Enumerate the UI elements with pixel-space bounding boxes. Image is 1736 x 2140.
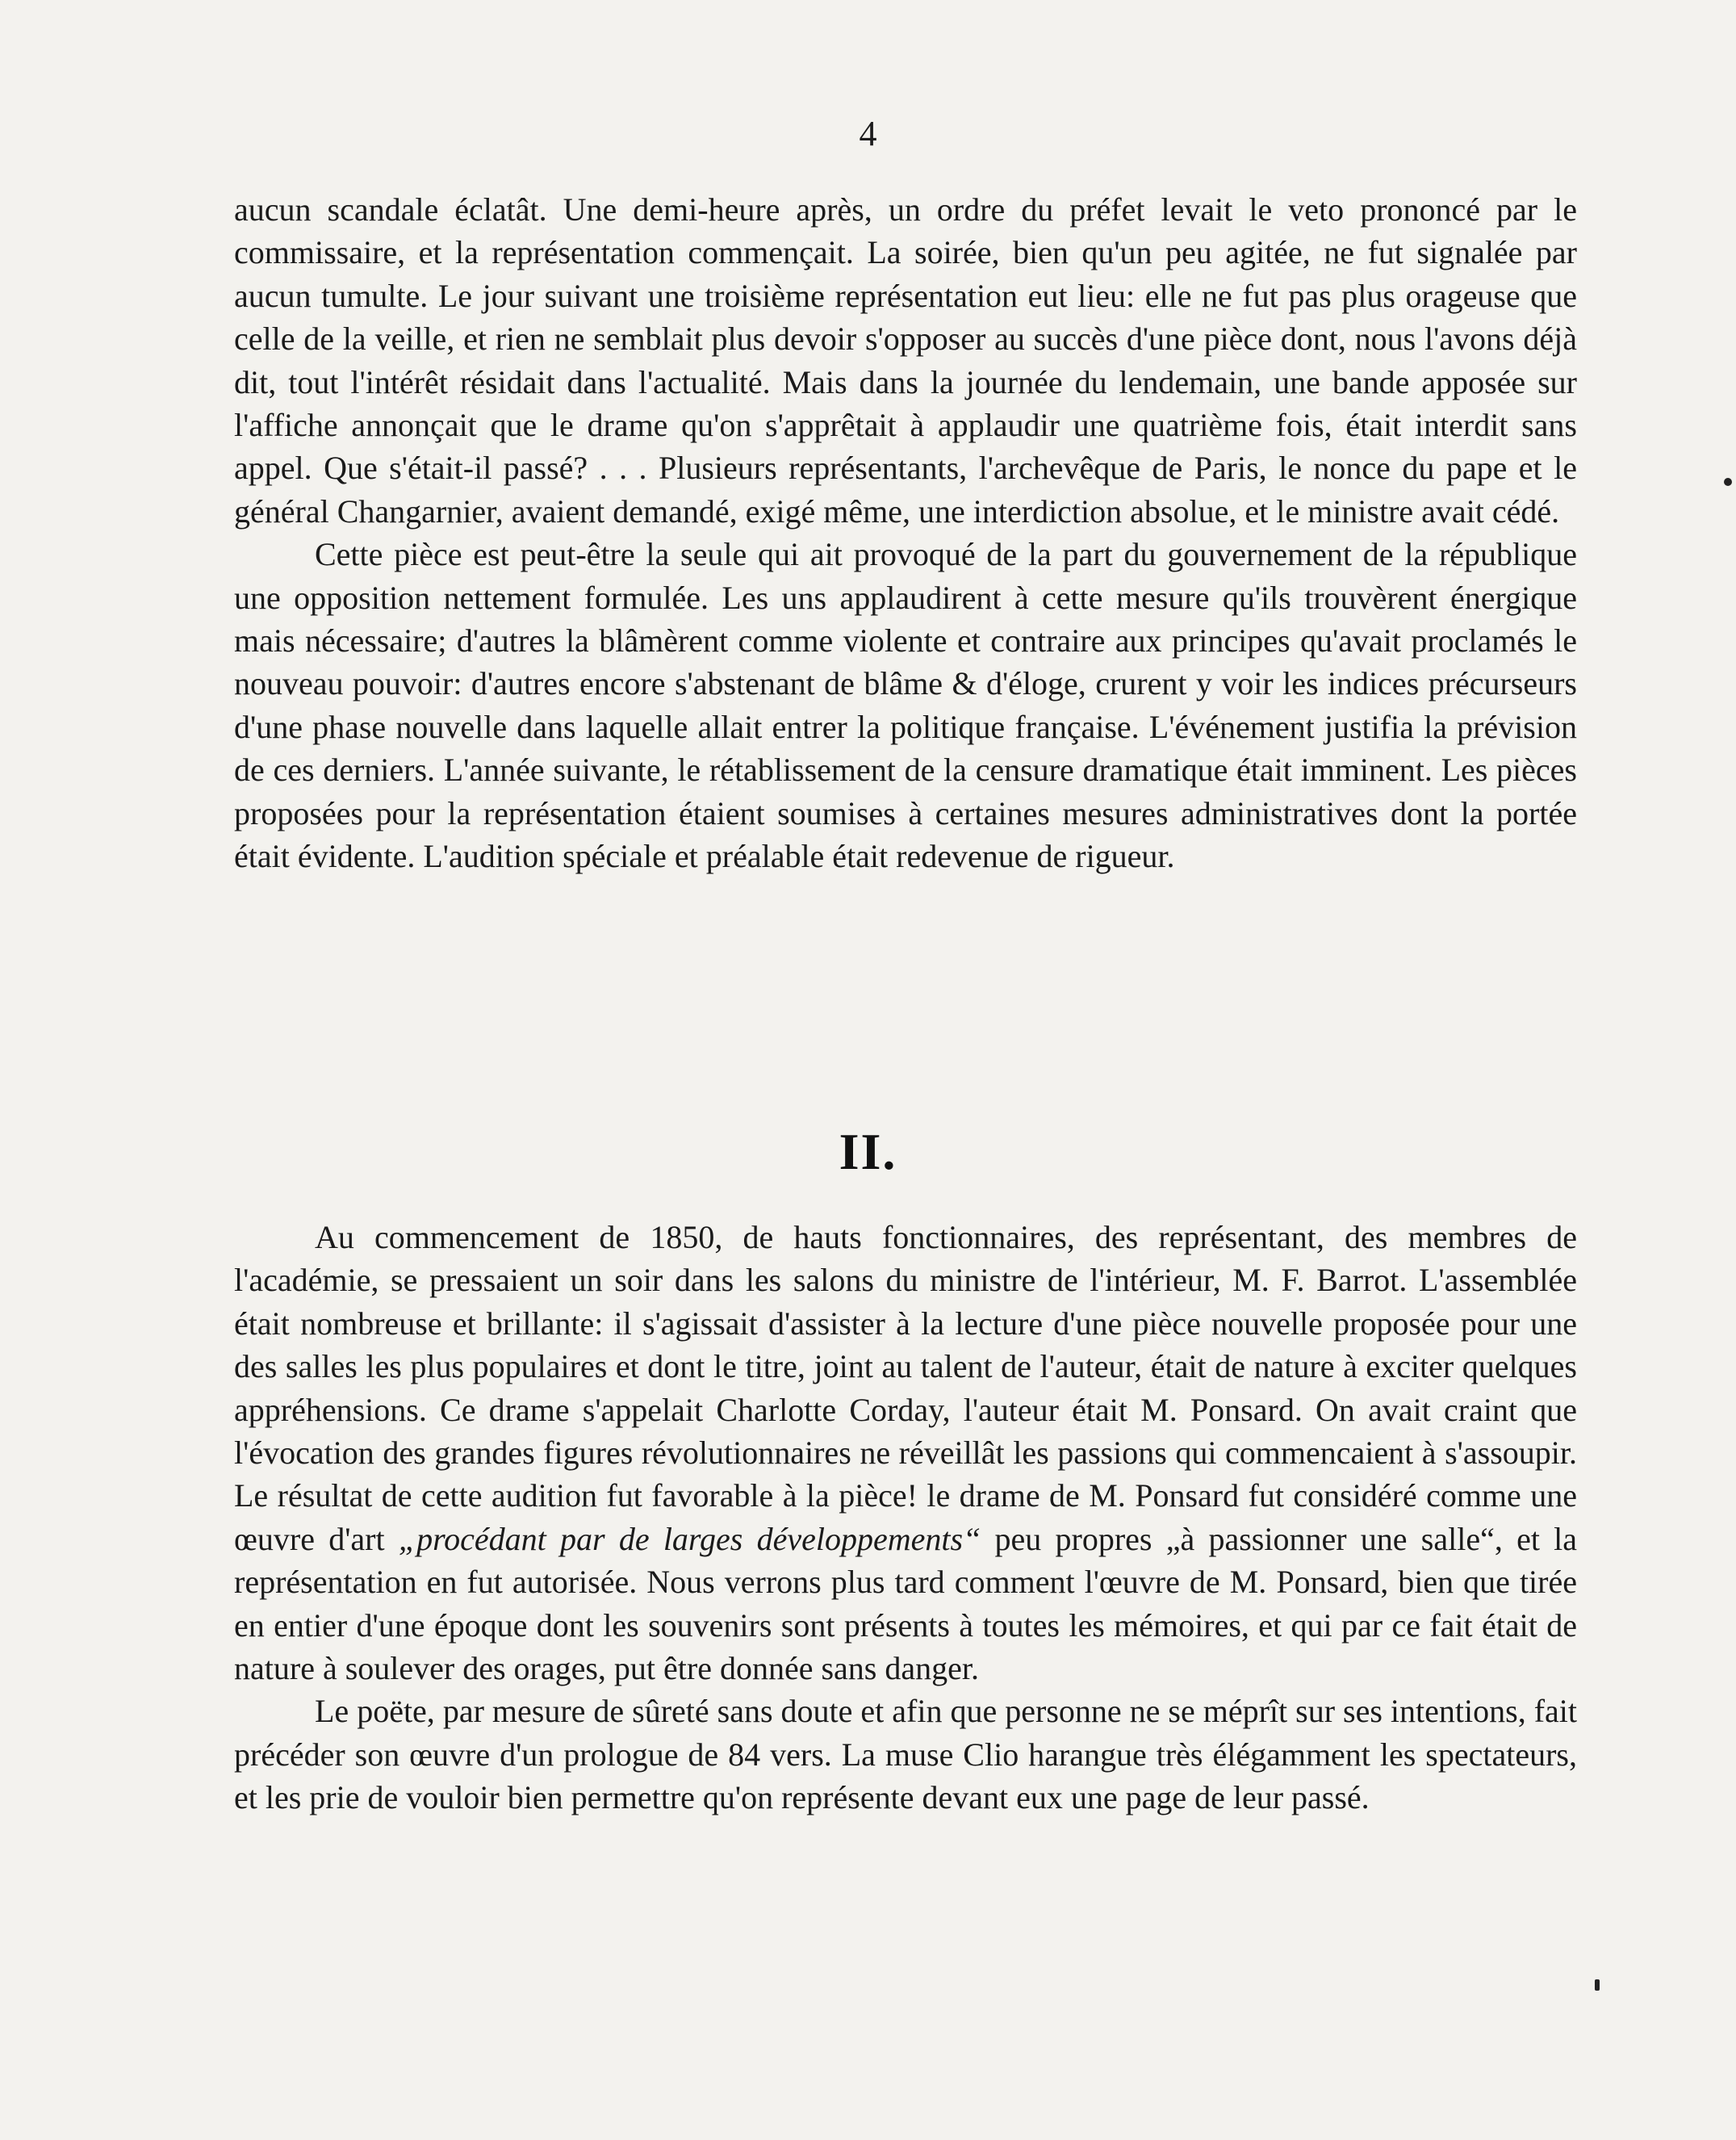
paragraph-text: Au commencement de 1850, de hauts fonctionnaires, des représentant, des membres de l'académie, se pressaient un soir dans les salons du ministre de l'intérieur, M. F. Barrot. L'assemblée était nombreuse et brillante: il s'agissait d'assister à la lecture d'une pièce nouvelle proposée pour une des salles les plus populaires et dont le titre, joint au talent de l'auteur, était de nature à exciter quelques appréhensions. Ce drame s'appelait Charlotte Corday, l'auteur était M. Ponsard. On avait craint que l'évocation des grandes figures révolutionnaires ne réveillât les passions qui commencaient à s'assoupir. Le résultat de cette audition fut favorable à la pièce! le drame de M. Ponsard fut considéré comme une œuvre d'art xyxy=(234,1219,1577,1557)
section-two-text xyxy=(234,1216,1577,1820)
ink-speck xyxy=(1724,478,1732,486)
section-one-text xyxy=(234,188,1577,878)
paragraph-text: peu propres xyxy=(994,1520,1152,1557)
paragraph-text: , et la représentation en fut autorisée. Nous verrons plus tard comment l'œuvre de M. Ponsard, bien que tirée en entier d'une époque dont les souvenirs sont présents à toutes les mémoires, et qui par ce fait était de nature à soulever des orages, put être donnée sans danger. xyxy=(234,1520,1578,1687)
quotation: „procédant par de larges développements“ xyxy=(398,1520,981,1557)
paragraph xyxy=(234,1216,1577,1690)
paragraph: Cette pièce est peut-être la seule qui ait provoqué de la part du gouvernement de la république une opposition nettement formulée. Les uns applaudirent à cette mesure qu'ils trouvèrent énergique mais nécessaire; d'autres la blâmèrent comme violente et contraire aux principes qu'avait proclamés le nouveau pouvoir: d'autres encore s'abstenant de blâme & d'éloge, crurent y voir les indices précurseurs d'une phase nouvelle dans laquelle allait entrer la politique française. L'événement justifia la prévision de ces derniers. L'année suivante, le rétablissement de la censure dramatique était imminent. Les pièces proposées pour la représentation étaient soumises à certaines mesures administratives dont la portée était évidente. L'audition spéciale et préalable était redevenue de rigueur. xyxy=(234,536,1577,875)
ink-speck xyxy=(1595,1979,1600,1991)
quotation: „à passionner une salle“ xyxy=(1165,1520,1495,1557)
paragraph: aucun scandale éclatât. Une demi-heure après, un ordre du préfet levait le veto prononcé par le commissaire, et la représentation commençait. La soirée, bien qu'un peu agitée, ne fut signalée par aucun tumulte. Le jour suivant une troisième représentation eut lieu: elle ne fut pas plus orageuse que celle de la veille, et rien ne semblait plus devoir s'opposer au succès d'une pièce dont, nous l'avons déjà dit, tout l'intérêt résidait dans l'actualité. Mais dans la journée du lendemain, une bande apposée sur l'affiche annonçait que le drame qu'on s'apprêtait à applaudir une quatrième fois, était interdit sans appel. Que s'était-il passé? . . . Plusieurs représentants, l'archevêque de Paris, le nonce du pape et le général Changarnier, avaient demandé, exigé même, une interdiction absolue, et le ministre avait cédé. xyxy=(234,191,1577,530)
paragraph: Le poëte, par mesure de sûreté sans doute et afin que personne ne se méprît sur ses intentions, fait précéder son œuvre d'un prologue de 84 vers. La muse Clio harangue très élégamment les spectateurs, et les prie de vouloir bien permettre qu'on représente devant eux une page de leur passé. xyxy=(234,1693,1577,1816)
section-heading: II. xyxy=(839,1123,897,1180)
page-number: 4 xyxy=(859,114,877,153)
